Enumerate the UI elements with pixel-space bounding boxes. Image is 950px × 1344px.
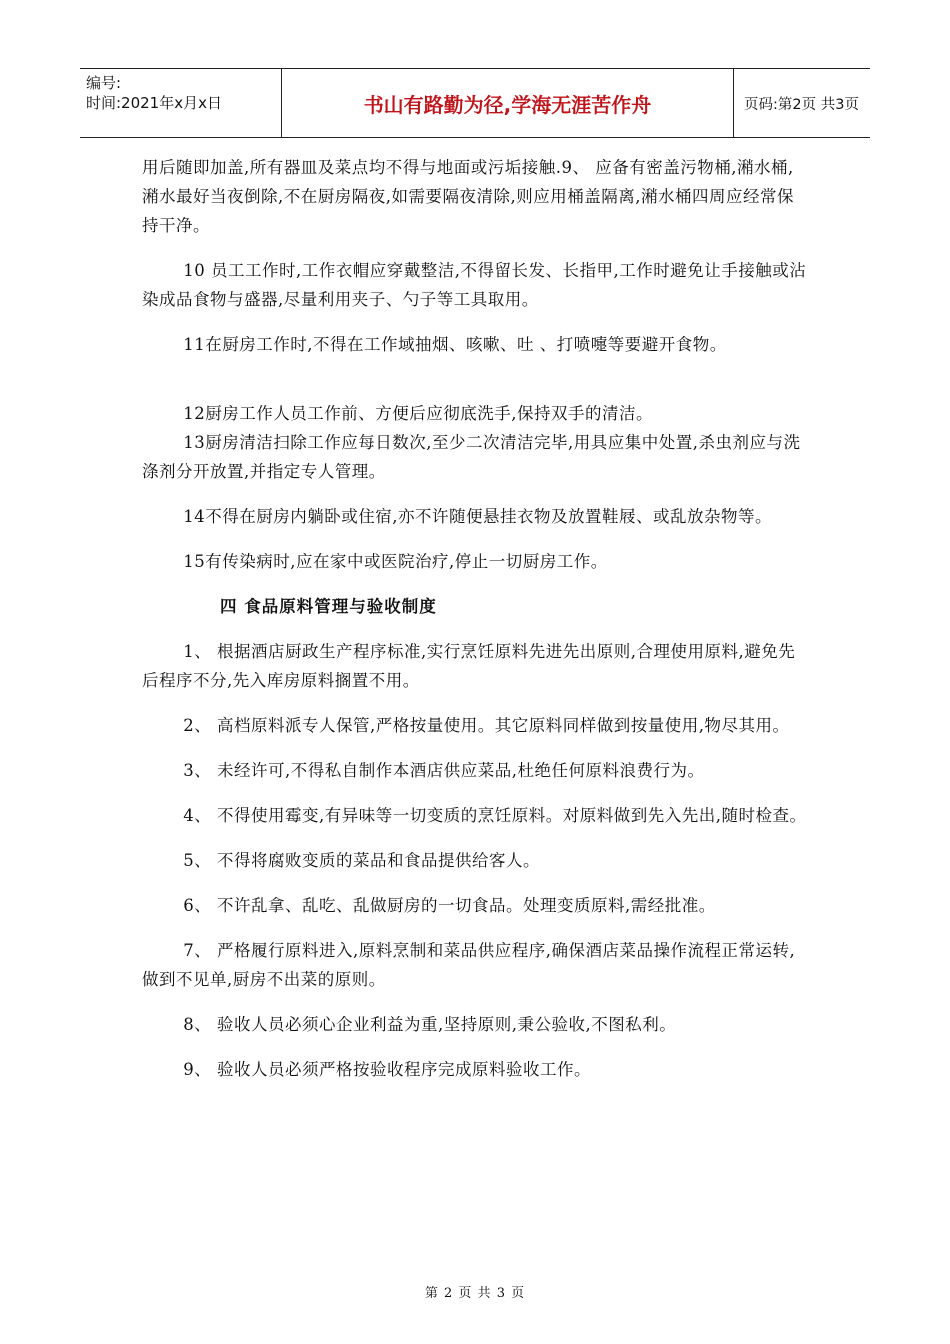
header-page-label: 页码:第2页 共3页 <box>744 96 859 113</box>
page-header <box>80 68 870 138</box>
page-footer: 第 2 页 共 3 页 <box>424 1286 526 1301</box>
paragraph: 用后随即加盖,所有器皿及菜点均不得与地面或污垢接触.9、 应备有密盖污物桶,潲水桶,潲水最好当夜倒除,不在厨房隔夜,如需要隔夜清除,则应用桶盖隔离,潲水桶四周应经常保持干净。 <box>142 158 794 235</box>
list-item: 3、 未经许可,不得私自制作本酒店供应菜品,杜绝任何原料浪费行为。 <box>183 761 705 780</box>
paragraph: 13厨房清洁扫除工作应每日数次,至少二次清洁完毕,用具应集中处置,杀虫剂应与洗涤剂分开放置,并指定专人管理。 <box>142 433 801 481</box>
header-meta <box>80 69 282 137</box>
document-body <box>142 153 810 1084</box>
list-item: 9、 验收人员必须严格按验收程序完成原料验收工作。 <box>183 1060 591 1079</box>
header-motto: 书山有路勤为径,学海无涯苦作舟 <box>282 69 734 137</box>
section-title: 四 食品原料管理与验收制度 <box>220 597 437 616</box>
list-item: 1、 根据酒店厨政生产程序标准,实行烹饪原料先进先出原则,合理使用原料,避免先后程序不分,先入库房原料搁置不用。 <box>142 642 796 690</box>
number-label: 编号: <box>86 74 122 92</box>
paragraph: 14不得在厨房内躺卧或住宿,亦不许随便悬挂衣物及放置鞋屐、或乱放杂物等。 <box>183 507 772 526</box>
list-item: 8、 验收人员必须心企业利益为重,坚持原则,秉公验收,不图私利。 <box>183 1015 677 1034</box>
list-item: 4、 不得使用霉变,有异味等一切变质的烹饪原料。对原料做到先入先出,随时检查。 <box>183 806 807 825</box>
list-item: 2、 高档原料派专人保管,严格按量使用。其它原料同样做到按量使用,物尽其用。 <box>183 716 790 735</box>
paragraph: 12厨房工作人员工作前、方便后应彻底洗手,保持双手的清洁。 <box>183 404 653 423</box>
paragraph: 11在厨房工作时,不得在工作域抽烟、咳嗽、吐 、打喷嚏等要避开食物。 <box>183 335 727 354</box>
list-item: 5、 不得将腐败变质的菜品和食品提供给客人。 <box>183 851 540 870</box>
paragraph: 15有传染病时,应在家中或医院治疗,停止一切厨房工作。 <box>183 552 608 571</box>
paragraph: 10 员工工作时,工作衣帽应穿戴整洁,不得留长发、长指甲,工作时避免让手接触或沾染成品食物与盛器,尽量利用夹子、勺子等工具取用。 <box>142 261 807 309</box>
list-item: 6、 不许乱拿、乱吃、乱做厨房的一切食品。处理变质原料,需经批准。 <box>183 896 716 915</box>
time-label: 时间:2021年x月x日 <box>86 94 222 112</box>
list-item: 7、 严格履行原料进入,原料烹制和菜品供应程序,确保酒店菜品操作流程正常运转,做到不见单,厨房不出菜的原则。 <box>142 941 796 989</box>
